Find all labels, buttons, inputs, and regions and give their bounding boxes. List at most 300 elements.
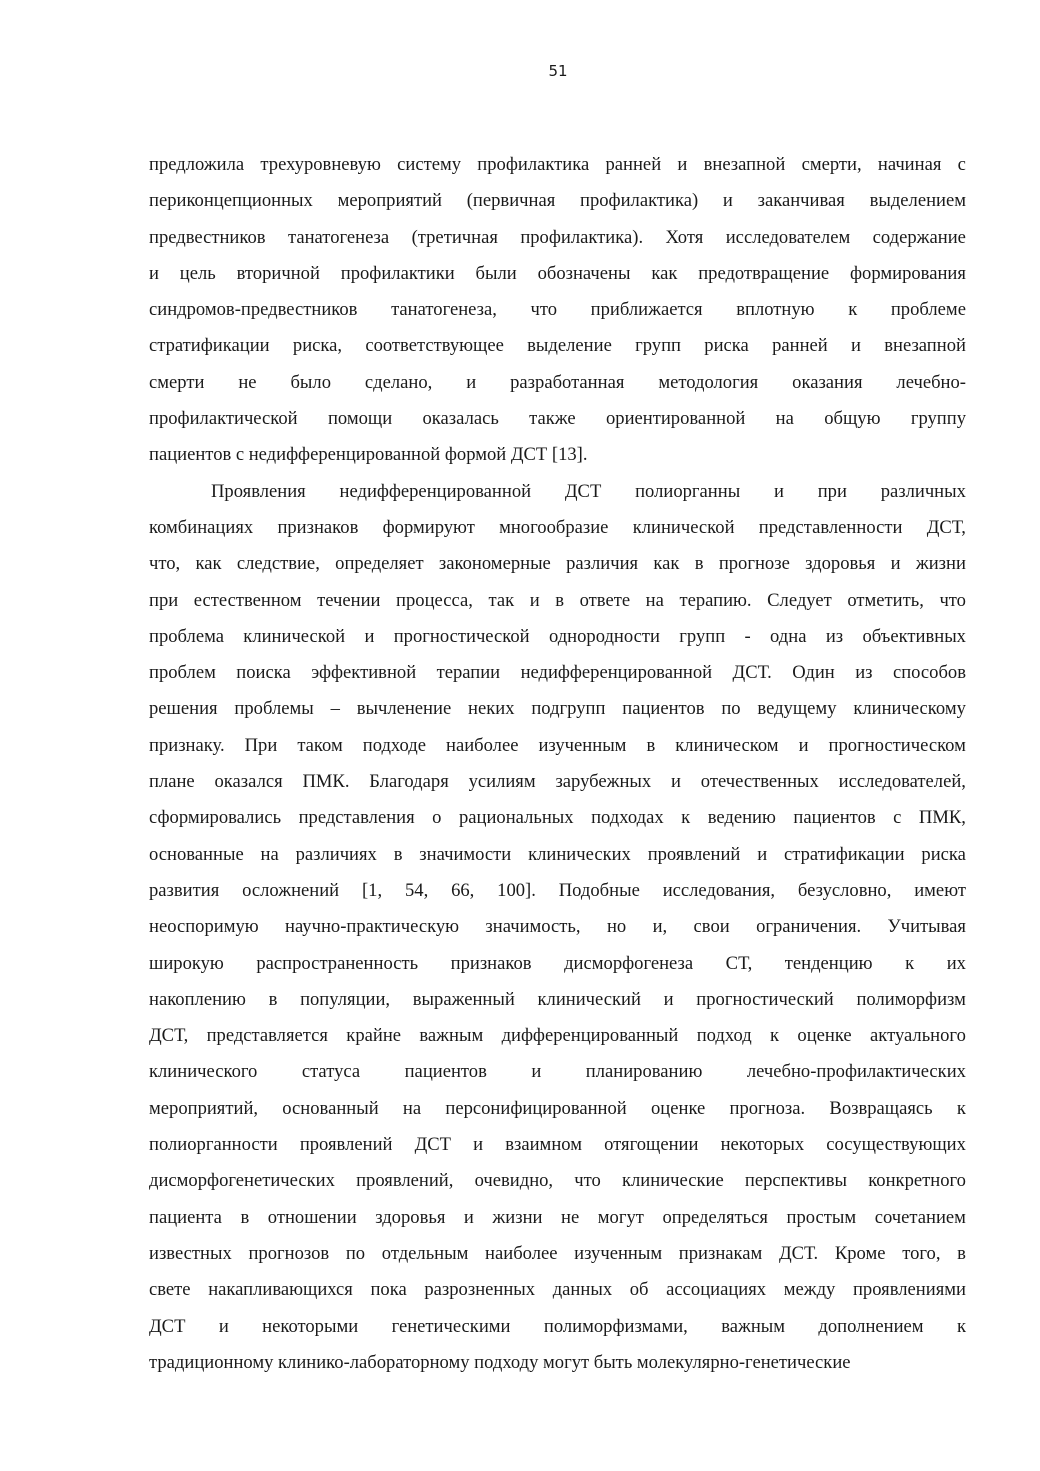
word: вторичной bbox=[236, 262, 320, 284]
word: смерти bbox=[149, 371, 205, 393]
word: помощи bbox=[327, 408, 393, 430]
word: определяться bbox=[662, 1206, 768, 1228]
word: жизни bbox=[915, 553, 966, 575]
word: выделение bbox=[527, 335, 612, 357]
word: накоплению bbox=[149, 988, 246, 1010]
word: также bbox=[529, 408, 576, 430]
word: соответствующее bbox=[365, 335, 504, 357]
word: с bbox=[235, 444, 245, 466]
word: приближается bbox=[590, 299, 703, 321]
word: исследования, bbox=[662, 879, 776, 901]
word: и bbox=[529, 589, 540, 611]
word: ДСТ bbox=[149, 1315, 186, 1337]
text-line bbox=[149, 655, 966, 691]
word: мероприятий, bbox=[149, 1097, 259, 1119]
word: решения bbox=[149, 698, 218, 720]
text-line bbox=[149, 1309, 966, 1345]
text-line bbox=[149, 764, 966, 800]
word: их bbox=[946, 952, 966, 974]
word: клинической bbox=[632, 516, 735, 538]
word: методология bbox=[658, 371, 759, 393]
word: значимость, bbox=[485, 916, 581, 938]
word: Хотя bbox=[665, 226, 704, 248]
word: течении bbox=[317, 589, 381, 611]
word: с bbox=[893, 807, 902, 829]
word: исследователем bbox=[725, 226, 851, 248]
word: представляется bbox=[206, 1025, 328, 1047]
text-line bbox=[149, 1272, 966, 1308]
word: в bbox=[646, 734, 656, 756]
word: комбинациях bbox=[149, 516, 254, 538]
word: пациентов bbox=[793, 807, 876, 829]
word: представления bbox=[298, 807, 415, 829]
word: неких bbox=[468, 698, 515, 720]
word: в bbox=[268, 988, 278, 1010]
word: накапливающихся bbox=[208, 1279, 353, 1301]
word: 66, bbox=[451, 879, 475, 901]
word: выделением bbox=[869, 190, 966, 212]
word: полиорганности bbox=[149, 1134, 278, 1156]
text-line bbox=[149, 1200, 966, 1236]
word: и bbox=[531, 1061, 542, 1083]
word: ДСТ. bbox=[732, 662, 772, 684]
word: [13]. bbox=[551, 444, 588, 466]
word: прогнозов bbox=[248, 1242, 330, 1264]
word: проявлений, bbox=[356, 1170, 454, 1192]
word: так bbox=[488, 589, 515, 611]
word: ответе bbox=[579, 589, 631, 611]
word: на bbox=[402, 1097, 422, 1119]
word: сочетанием bbox=[874, 1206, 966, 1228]
word: 54, bbox=[404, 879, 429, 901]
word: терапию. bbox=[679, 589, 752, 611]
text-line bbox=[149, 183, 966, 219]
word: ДСТ, bbox=[926, 516, 966, 538]
word: недифференцированной bbox=[248, 444, 441, 466]
word: различных bbox=[880, 480, 966, 502]
word: ПМК. bbox=[302, 771, 350, 793]
word: предвестников bbox=[149, 226, 266, 248]
word: при bbox=[149, 589, 179, 611]
word: не bbox=[561, 1206, 580, 1228]
word: и bbox=[677, 154, 688, 175]
word: оценке bbox=[651, 1097, 706, 1119]
word: подходе bbox=[362, 734, 426, 756]
word: здоровья bbox=[805, 553, 876, 575]
word: и bbox=[463, 1206, 474, 1228]
word: в bbox=[240, 1206, 250, 1228]
word: научно-практическую bbox=[285, 916, 460, 938]
word: Подобные bbox=[558, 879, 640, 901]
text-line bbox=[149, 1163, 966, 1199]
word: и bbox=[773, 480, 784, 502]
word: отечественных bbox=[700, 771, 819, 793]
word: проблем bbox=[149, 662, 216, 684]
word: по bbox=[721, 698, 741, 720]
word: к bbox=[681, 807, 691, 829]
text-line bbox=[149, 220, 966, 256]
word: При bbox=[244, 734, 278, 756]
word: было bbox=[290, 371, 331, 393]
text-line bbox=[149, 401, 966, 437]
word: профилактика bbox=[477, 154, 590, 175]
word: внезапной bbox=[703, 154, 786, 175]
word: подход bbox=[696, 1025, 752, 1047]
word: широкую bbox=[149, 952, 224, 974]
word: синдромов-предвестников bbox=[149, 299, 358, 321]
word: смерти, bbox=[801, 154, 862, 175]
word: групп bbox=[679, 625, 726, 647]
word: Один bbox=[792, 662, 835, 684]
word: пациентов bbox=[404, 1061, 487, 1083]
word: полиорганны bbox=[635, 480, 741, 502]
word: клиническому bbox=[853, 698, 966, 720]
text-line bbox=[149, 147, 966, 183]
word: на bbox=[260, 843, 279, 865]
word: терапии bbox=[436, 662, 501, 684]
word: сосуществующих bbox=[826, 1134, 966, 1156]
word: и bbox=[890, 553, 901, 575]
word: обозначены bbox=[537, 262, 631, 284]
word: клинический bbox=[537, 988, 641, 1010]
word: и bbox=[663, 988, 674, 1010]
word: дисморфогенетических bbox=[149, 1170, 335, 1192]
word: простым bbox=[786, 1206, 857, 1228]
word: к bbox=[848, 299, 858, 321]
word: и bbox=[364, 625, 375, 647]
word: усилиям bbox=[468, 771, 536, 793]
word: – bbox=[330, 698, 340, 720]
word: периконцепционных bbox=[149, 190, 313, 212]
word: оказался bbox=[214, 771, 283, 793]
page-number: 51 bbox=[548, 62, 568, 80]
text-line bbox=[149, 946, 966, 982]
word: таком bbox=[297, 734, 343, 756]
word: клинической bbox=[243, 625, 346, 647]
word: традиционному bbox=[149, 1351, 274, 1373]
word: риска, bbox=[292, 335, 343, 357]
word: прогностической bbox=[393, 625, 530, 647]
word: признакам bbox=[678, 1242, 763, 1264]
word: систему bbox=[397, 154, 462, 175]
text-line bbox=[149, 365, 966, 401]
word: наиболее bbox=[485, 1242, 558, 1264]
word: естественном bbox=[193, 589, 302, 611]
word: изученным bbox=[538, 734, 627, 756]
word: формирования bbox=[850, 262, 966, 284]
word: дисморфогенеза bbox=[564, 952, 694, 974]
word: неоспоримую bbox=[149, 916, 259, 938]
word: риска bbox=[921, 843, 966, 865]
word: пациента bbox=[149, 1206, 222, 1228]
word: и, bbox=[652, 916, 668, 938]
word: клинико-лабораторному bbox=[278, 1351, 470, 1373]
word: подходах bbox=[591, 807, 664, 829]
word: важным bbox=[721, 1315, 786, 1337]
word: планированию bbox=[585, 1061, 703, 1083]
word: многообразие bbox=[499, 516, 609, 538]
word: исследователей, bbox=[838, 771, 966, 793]
word: к bbox=[905, 952, 915, 974]
word: клинические bbox=[622, 1170, 724, 1192]
text-line bbox=[149, 583, 966, 619]
text-line bbox=[149, 1127, 966, 1163]
word: профилактики bbox=[340, 262, 455, 284]
word: при bbox=[817, 480, 847, 502]
word: основанный bbox=[282, 1097, 379, 1119]
word: конкретного bbox=[868, 1170, 966, 1192]
word: наиболее bbox=[446, 734, 519, 756]
word: что bbox=[530, 299, 558, 321]
word: отягощении bbox=[604, 1134, 699, 1156]
word: генетическими bbox=[391, 1315, 511, 1337]
word: могут bbox=[597, 1206, 644, 1228]
word: рациональных bbox=[458, 807, 574, 829]
word: известных bbox=[149, 1242, 232, 1264]
word: дифференцированный bbox=[501, 1025, 679, 1047]
word: ранней bbox=[772, 335, 828, 357]
body-text bbox=[149, 147, 966, 1381]
word: заканчивая bbox=[757, 190, 845, 212]
word: пациентов bbox=[622, 698, 705, 720]
word: вплотную bbox=[736, 299, 815, 321]
word: что, bbox=[149, 553, 181, 575]
word: недифференцированной bbox=[339, 480, 532, 502]
word: об bbox=[629, 1279, 649, 1301]
word: групп bbox=[635, 335, 681, 357]
word: профилактической bbox=[149, 408, 298, 430]
word: ведущему bbox=[757, 698, 837, 720]
word: объективных bbox=[862, 625, 966, 647]
word: подходу bbox=[474, 1351, 539, 1373]
word: мероприятий bbox=[337, 190, 442, 212]
word: основанные bbox=[149, 843, 244, 865]
word: оказания bbox=[792, 371, 863, 393]
word: трехуровневую bbox=[260, 154, 381, 175]
word: проявлений bbox=[647, 843, 741, 865]
word: не bbox=[238, 371, 257, 393]
word: Кроме bbox=[834, 1242, 886, 1264]
word: как bbox=[651, 262, 678, 284]
word: как bbox=[195, 553, 222, 575]
word: очевидно, bbox=[474, 1170, 554, 1192]
text-line bbox=[149, 691, 966, 727]
word: лечебно- bbox=[896, 371, 966, 393]
text-line bbox=[149, 546, 966, 582]
word: плане bbox=[149, 771, 195, 793]
word: и bbox=[798, 734, 809, 756]
word: распространенность bbox=[256, 952, 419, 974]
word: значимости bbox=[419, 843, 512, 865]
word: недифференцированной bbox=[520, 662, 713, 684]
word: изученным bbox=[574, 1242, 663, 1264]
word: содержание bbox=[872, 226, 966, 248]
word: формой bbox=[444, 444, 507, 466]
paragraph bbox=[149, 474, 966, 1381]
word: [1, bbox=[361, 879, 383, 901]
word: вычленение bbox=[356, 698, 452, 720]
word: и bbox=[466, 371, 477, 393]
word: формируют bbox=[382, 516, 475, 538]
text-line bbox=[149, 292, 966, 328]
word: предложила bbox=[149, 154, 245, 175]
text-line bbox=[149, 800, 966, 836]
word: (первичная bbox=[466, 190, 556, 212]
text-line bbox=[149, 510, 966, 546]
word: СТ, bbox=[725, 952, 753, 974]
word: - bbox=[744, 625, 751, 647]
word: предотвращение bbox=[698, 262, 830, 284]
word: стратификации bbox=[149, 335, 270, 357]
text-line bbox=[149, 837, 966, 873]
word: ДСТ bbox=[564, 480, 602, 502]
word: как bbox=[653, 553, 680, 575]
text-line bbox=[149, 1236, 966, 1272]
paragraph bbox=[149, 147, 966, 474]
word: ПМК, bbox=[918, 807, 966, 829]
word: отдельным bbox=[381, 1242, 469, 1264]
word: прогностический bbox=[696, 988, 834, 1010]
word: тенденцию bbox=[784, 952, 873, 974]
word: к bbox=[770, 1025, 780, 1047]
text-line bbox=[149, 909, 966, 945]
word: но bbox=[606, 916, 627, 938]
word: некоторыми bbox=[262, 1315, 359, 1337]
word: о bbox=[432, 807, 442, 829]
word: и bbox=[149, 262, 159, 284]
word: одна bbox=[770, 625, 807, 647]
word: прогностическом bbox=[828, 734, 966, 756]
word: оценке bbox=[797, 1025, 852, 1047]
word: проявлениями bbox=[852, 1279, 966, 1301]
word: ранней bbox=[605, 154, 662, 175]
text-line bbox=[149, 873, 966, 909]
word: поиска bbox=[236, 662, 291, 684]
word: начиная bbox=[877, 154, 942, 175]
word: Благодаря bbox=[369, 771, 449, 793]
word: признаков bbox=[277, 516, 359, 538]
word: к bbox=[956, 1315, 966, 1337]
word: профилактика). bbox=[520, 226, 644, 248]
word: свете bbox=[149, 1279, 191, 1301]
word: общую bbox=[824, 408, 881, 430]
text-line bbox=[149, 256, 966, 292]
word: различия bbox=[566, 553, 639, 575]
word: клинического bbox=[149, 1061, 258, 1083]
word: ДСТ bbox=[414, 1134, 452, 1156]
word: пока bbox=[370, 1279, 407, 1301]
word: к bbox=[956, 1097, 966, 1119]
word: сформировались bbox=[149, 807, 282, 829]
word: и bbox=[671, 771, 681, 793]
word: Следует bbox=[767, 589, 832, 611]
word: осложнений bbox=[242, 879, 340, 901]
word: представленности bbox=[758, 516, 903, 538]
word: перспективы bbox=[744, 1170, 848, 1192]
text-line bbox=[149, 1091, 966, 1127]
word: крайне bbox=[346, 1025, 402, 1047]
word: способов bbox=[892, 662, 966, 684]
word: ДСТ. bbox=[778, 1242, 819, 1264]
word: разработанная bbox=[510, 371, 625, 393]
word: из bbox=[825, 625, 844, 647]
word: проблема bbox=[149, 625, 224, 647]
word: могут bbox=[543, 1351, 590, 1373]
word: признаков bbox=[450, 952, 532, 974]
word: в bbox=[555, 589, 565, 611]
word: закономерные bbox=[438, 553, 551, 575]
word: группу bbox=[910, 408, 966, 430]
word: прогнозе bbox=[718, 553, 790, 575]
word: 100]. bbox=[497, 879, 536, 901]
word: клиническом bbox=[675, 734, 779, 756]
word: процесса, bbox=[396, 589, 473, 611]
word: пациентов bbox=[149, 444, 232, 466]
word: ассоциациях bbox=[666, 1279, 767, 1301]
word: выраженный bbox=[412, 988, 515, 1010]
word: проблеме bbox=[890, 299, 966, 321]
word: дополнением bbox=[818, 1315, 924, 1337]
word: ДСТ bbox=[510, 444, 548, 466]
word: и bbox=[722, 190, 733, 212]
word: лечебно-профилактических bbox=[746, 1061, 966, 1083]
word: следствие, bbox=[236, 553, 320, 575]
word: ведению bbox=[707, 807, 776, 829]
word: проблемы bbox=[234, 698, 314, 720]
word: проявлений bbox=[299, 1134, 393, 1156]
word: зарубежных bbox=[555, 771, 652, 793]
word: и bbox=[851, 335, 861, 357]
word: безусловно, bbox=[797, 879, 892, 901]
word: ограничения. bbox=[756, 916, 862, 938]
word: полиморфизм bbox=[856, 988, 966, 1010]
text-line bbox=[149, 437, 966, 473]
word: полиморфизмами, bbox=[543, 1315, 688, 1337]
text-line bbox=[149, 1054, 966, 1090]
word: оказалась bbox=[422, 408, 499, 430]
text-line bbox=[149, 728, 966, 764]
word: различиях bbox=[295, 843, 377, 865]
word: данных bbox=[552, 1279, 613, 1301]
word: что bbox=[939, 589, 966, 611]
word: прогноза. bbox=[729, 1097, 806, 1119]
text-line bbox=[149, 982, 966, 1018]
word: персонифицированной bbox=[445, 1097, 627, 1119]
word: в bbox=[957, 1242, 966, 1264]
word: риска bbox=[704, 335, 749, 357]
word: признаку. bbox=[149, 734, 225, 756]
word: профилактика) bbox=[580, 190, 699, 212]
word: отметить, bbox=[847, 589, 924, 611]
word: развития bbox=[149, 879, 220, 901]
text-line bbox=[149, 328, 966, 364]
word: и bbox=[473, 1134, 484, 1156]
word: из bbox=[855, 662, 873, 684]
word: по bbox=[345, 1242, 366, 1264]
word: молекулярно-генетические bbox=[636, 1351, 851, 1373]
word: на bbox=[775, 408, 794, 430]
word: разрозненных bbox=[424, 1279, 536, 1301]
word: важным bbox=[419, 1025, 484, 1047]
word: быть bbox=[593, 1351, 633, 1373]
word: танатогенеза, bbox=[391, 299, 497, 321]
word: и bbox=[757, 843, 768, 865]
word: эффективной bbox=[311, 662, 417, 684]
word: на bbox=[645, 589, 664, 611]
word: между bbox=[783, 1279, 836, 1301]
word: были bbox=[475, 262, 517, 284]
word: актуального bbox=[870, 1025, 966, 1047]
